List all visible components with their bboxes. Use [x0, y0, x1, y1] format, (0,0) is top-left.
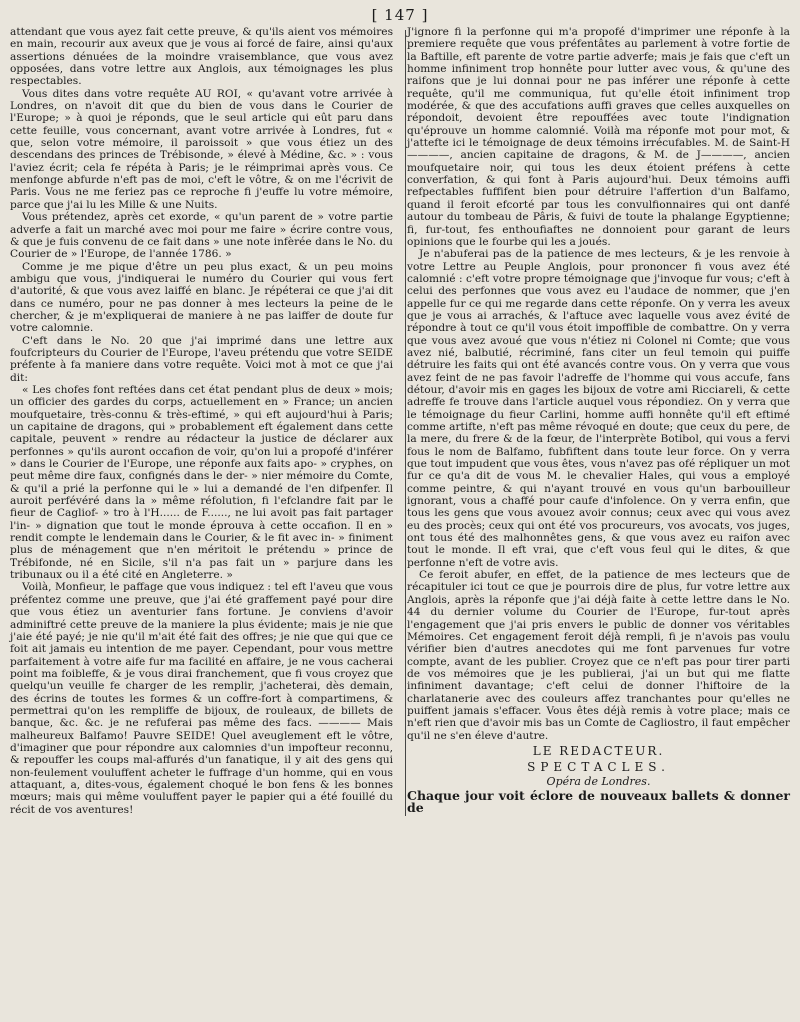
paragraph: « Les chofes font reftées dans cet état pendant plus de deux » mois; un officier des gardes du corps, actuellement en » France; un ancien moufquetaire, très-connu & très-eftimé, » qui eft aujourd'hui à Paris; un capitaine de dragons, qui » probablement eft également dans cette capitale, peuvent » rendre au rédacteur la justice de déclarer aux perfonnes » qu'ils auront occafion de voir, qu'on lui a propofé d'inférer » dans le Courier de l'Europe, une réponfe aux faits apo- » cryphes, on peut même dire faux, confignés dans le der- » nier mémoire du Comte, & qu'il a prié la perfonne qui le » lui a demandé de l'en difpenfer. Il auroit perfévéré dans la » même réfolution, fi l'efclandre fait par le fieur de Cagliof- » tro à l'H...... de F......, ne lui avoit pas fait partager l'in- » dignation que tout le monde éprouva à cette occafion. Il en » rendit compte le lendemain dans le Courier, & le fit avec in- » finiment plus de ménagement que n'en méritoit le prétendu » prince de Trébifonde, né en Sicile, s'il n'a pas fait un » parjure dans les tribunaux ou il a été cité en Angleterre. »	[10, 383, 393, 582]
paragraph: Je n'abuferai pas de la patience de mes lecteurs, & je les renvoie à votre Lettre au Peuple Anglois, pour prononcer fi vous avez été calomnié : c'eft votre propre témoignage que j'invoque fur vous; c'eft à celui des perfonnes que vous avez eu l'audace de nommer, que j'en appelle fur ce qui me regarde dans cette réponfe. On y verra les aveux que je vous ai arrachés, & l'aftuce avec laquelle vous avez évité de répondre à tout ce qu'il vous étoit impoffible de combattre. On y verra que vous avez avoué que vous n'étiez ni Colonel ni Comte; que vous avez nié, balbutié, récriminé, fans citer un feul temoin qui puiffe détruire les faits qui ont été avancés contre vous. On y verra que vous avez feint de ne pas favoir l'adreffe de l'homme qui vous accufe, fans détour, d'avoir mis en gages les bijoux de votre ami Ricciareli, & cette adreffe fe trouve dans l'article auquel vous répondiez. On y verra que le témoignage du fieur Carlini, homme auffi honnête qu'il eft eftimé comme artifte, n'eft pas même révoqué en doute; que ceux du pere, de la mere, du frere & de la fœur, de l'interprète Botibol, qui vous a fervi fous le nom de Balfamo, fubfiftent dans toute leur force. On y verra que tout impudent que vous êtes, vous n'avez pas ofé répliquer un mot fur ce qu'a dit de vous M. le chevalier Hales, qui vous a employé comme peintre, & qui n'ayant trouvé en vous qu'un barbouilleur ignorant, vous a chaffé pour caufe d'infolence. On y verra enfin, que tous les gens que vous avouez avoir connus; ceux avec qui vous avez eu des procès; ceux qui ont été vos procureurs, vos avocats, vos juges, ont tous été des malhonnêtes gens, & que vous avez eu raifon avec tout le monde. Il eft vrai, que c'eft vous feul qui le dites, & que perfonne n'eft de votre avis.	[407, 248, 790, 569]
page-number: [ 147 ]	[371, 6, 429, 24]
paragraph: Ce feroit abufer, en effet, de la patience de mes lecteurs que de récapituler ici tout ce que je pourrois dire de plus, fur votre lettre aux Anglois, après la réponfe que j'ai déjà faite à cette lettre dans le No. 44 du dernier volume du Courier de l'Europe, fur-tout après l'engagement que j'ai pris envers le public de donner vos véritables Mémoires. Cet engagement feroit déjà rempli, fi je n'avois pas voulu vérifier bien d'autres anecdotes qui me font parvenues fur votre compte, avant de les publier. Croyez que ce n'eft pas pour tirer parti de vos mémoires que je les publierai, j'ai un but qui me flatte infiniment davantage; c'eft celui de donner l'hiftoire de la charlatanerie avec des couleurs affez tranchantes pour qu'elles ne puiffent jamais s'effacer. Vous êtes déjà remis à votre place; mais ce n'eft rien que d'avoir mis bas un Comte de Cagliostro, il faut empêcher qu'il ne s'en éleve d'autre.	[407, 569, 790, 742]
paragraph: Comme je me pique d'être un peu plus exact, & un peu moins ambigu que vous, j'indiquerai le numéro du Courier qui vous fert d'autorité, & que vous avez laiffé en blanc. Je répéterai ce que j'ai dit dans ce numéro, pour ne pas donner à mes lecteurs la peine de le chercher, & je m'expliquerai de maniere à ne pas laiffer de doute fur votre calomnie.	[10, 260, 393, 335]
paragraph: C'eft dans le No. 20 que j'ai imprimé dans une lettre aux foufcripteurs du Courier de l'Europe, l'aveu prétendu que votre SEIDE préfente à fa maniere dans votre requête. Voici mot à mot ce que j'ai dit:	[10, 334, 393, 384]
paragraph: Vous prétendez, après cet exorde, « qu'un parent de » votre partie adverfe a fait un marché avec moi pour me faire » écrire contre vous, & que je fuis convenu de ce fait dans » une note infèrée dans le No. du Courier de » l'Europe, de l'année 1786. »	[10, 211, 393, 261]
paragraph: attendant que vous ayez fait cette preuve, & qu'ils aient vos mémoires en main, recourir aux aveux que je vous ai forcé de faire, ainsi qu'aux assertions dénuées de la moindre vraisemblance, que vous avez opposées, dans votre lettre aux Anglois, aux témoignages les plus respectables.	[10, 26, 393, 88]
subsection-heading: Opéra de Londres.	[546, 774, 651, 788]
paragraph: Vous dites dans votre requête AU ROI, « qu'avant votre arrivée à Londres, on n'avoit dit que du bien de vous dans le Courier de l'Europe; » à quoi je réponds, que le seul article qui eût paru dans cette feuille, vous concernant, avant votre arrivée à Londres, fut « que, selon votre mémoire, il paroissoit » que vous étiez un des descendans des princes de Trébisonde, » élevé à Médine, &c. » : vous l'aviez écrit; cela fe répéta à Paris; je le réimprimai après vous. Ce menfonge abfurde n'eft pas de moi, c'eft le vôtre, & on me l'écrivit de Paris. Vous ne me feriez pas ce reproche fi j'euffe lu votre mémoire, parce que j'ai lu les Mille & une Nuits.	[10, 87, 393, 211]
left-column	[10, 26, 393, 816]
closing-line: Chaque jour voit éclore de nouveaux ballets & donner de	[407, 787, 790, 816]
right-column	[407, 26, 790, 816]
paragraph: Voilà, Monfieur, le paffage que vous indiquez : tel eft l'aveu que vous préfentez comme une preuve, que j'ai été graffement payé pour dire que vous étiez un aventurier fans fortune. Je conviens d'avoir adminiftré cette preuve de la maniere la plus évidente; mais je nie que j'aie été payé; je nie qu'il m'ait été fait des offres; je nie que qui que ce foit ait jamais eu intention de me payer. Cependant, pour vous mettre parfaitement à votre aife fur ma facilité en affaire, je ne vous cacherai point ma foibleffe, & je vous dirai franchement, que fi vous croyez que quelqu'un veuille fe charger de les remplir, j'acheterai, dès demain, des écrins de toutes les formes & un coffre-fort à compartimens, & permettrai qu'on les rempliffe de bijoux, de rouleaux, de billets de banque, &c. &c. je ne refuferai pas même des facs. ———— Mais malheureux Balfamo! Pauvre SEIDE! Quel aveuglement eft le vôtre, d'imaginer que pour répondre aux calomnies d'un impofteur reconnu, & repouffer les coups mal-affurés d'un fanatique, il y ait des gens qui non-feulement vouluffent acheter le fuffrage d'un homme, qui en vous attaquant, a, dites-vous, également choqué le bon fens & les bonnes mœurs; mais qui même vouluffent payer le papier qui a été fouillé du récit de vos aventures!	[10, 581, 393, 816]
section-heading: SPECTACLES.	[527, 760, 670, 775]
signature: LE REDACTEUR.	[532, 743, 665, 758]
paragraph: J'ignore fi la perfonne qui m'a propofé d'imprimer une réponfe à la premiere requête que vous préfentâtes au parlement à votre fortie de la Baftille, eft parente de votre partie adverfe; mais je fais que c'eft un homme infiniment trop honnête pour lutter avec vous, & qu'une des raifons que je lui donnai pour ne pas inférer une réponfe à cette requête, qu'il me communiqua, fut qu'elle étoit infiniment trop modérée, & que des accufations auffi graves que celles auxquelles on répondoit, devoient être repouffées avec toute l'indignation qu'éprouve un homme calomnié. Voilà ma réponfe mot pour mot, & j'attefte ici le témoignage de deux témoins irrécufables. M. de Saint-H————, ancien capitaine de dragons, & M. de J————, ancien moufquetaire noir, qui tous les deux étoient préfens à cette converfation, & qui font à Paris aujourd'hui. Deux témoins auffi refpectables fuffifent bien pour détruire l'affertion d'un Balfamo, quand il feroit efcorté par tous les convulfionnaires qui ont danfé autour du tombeau de Pâris, & fuivi de toute la phalange Egyptienne; fi, fur-tout, fes enthoufiaftes ne donnoient pour garant de leurs opinions que le fourbe qui les a joués.	[407, 26, 790, 248]
two-column-body	[10, 26, 790, 816]
column-divider	[405, 30, 406, 816]
